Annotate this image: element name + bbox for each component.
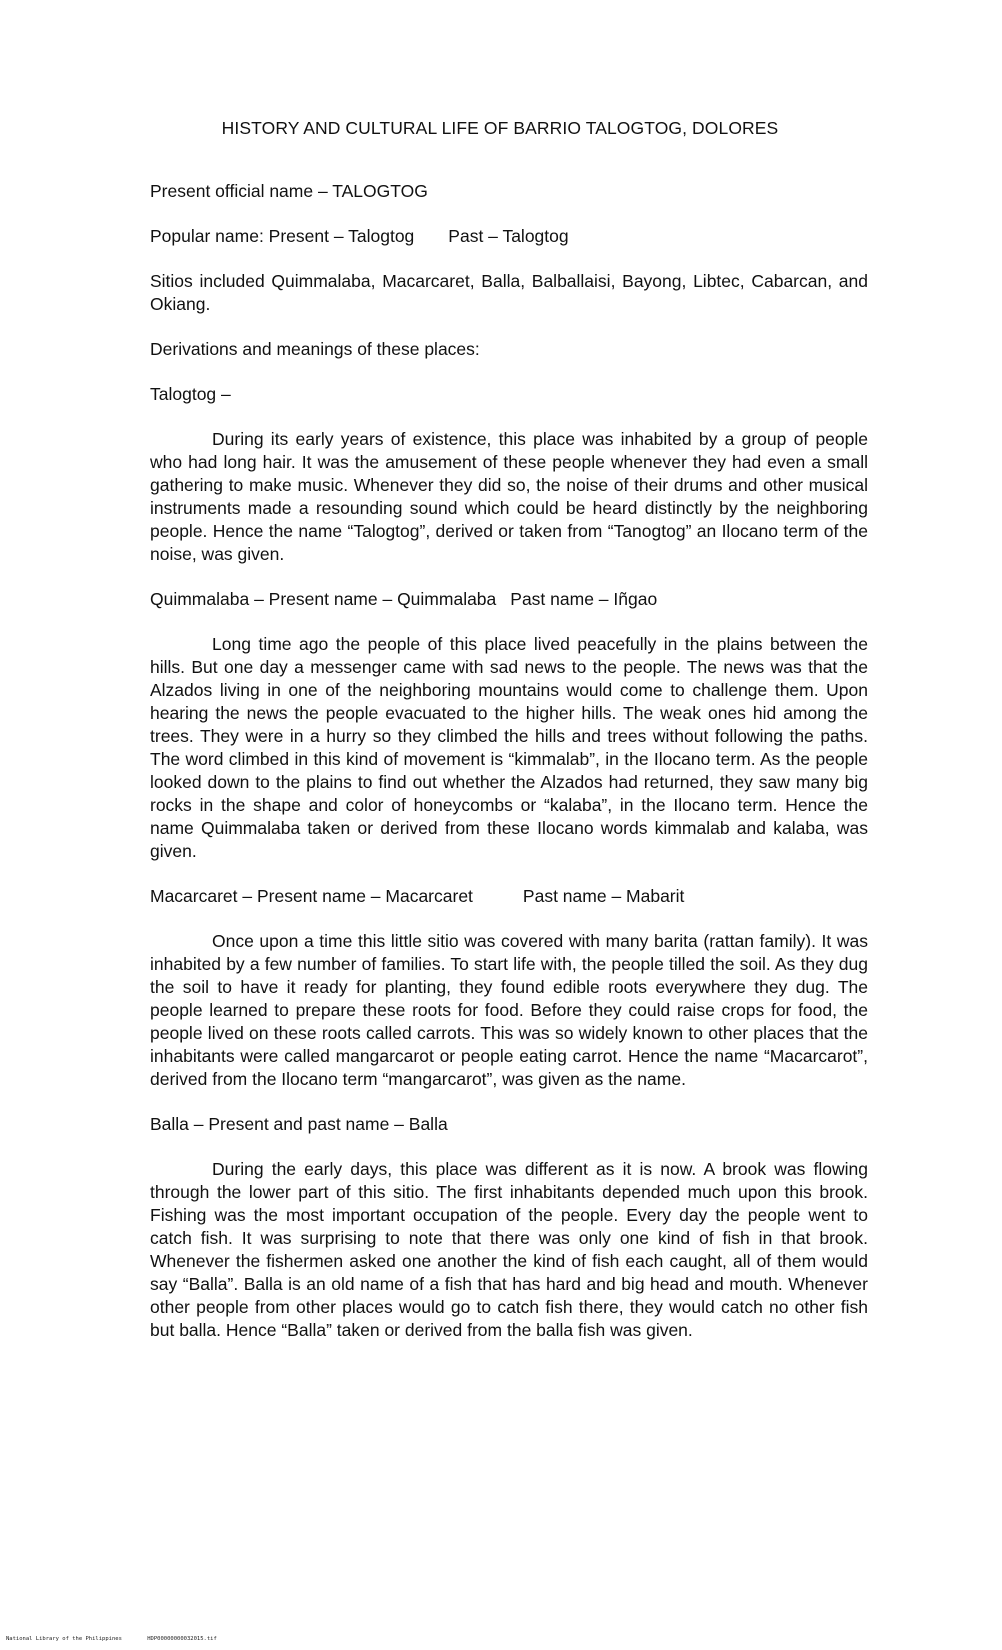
sitios-paragraph: Sitios included Quimmalaba, Macarcaret, Balla, Balballaisi, Bayong, Libtec, Cabarcan, and Okiang. — [150, 271, 868, 314]
section-heading-text: Macarcaret – Present name – Macarcaret — [150, 886, 473, 906]
section-paragraph-quimmalaba: Long time ago the people of this place lived peacefully in the plains between the hills. But one day a messenger came with sad news to the people. The news was that the Alzados living in one of the neighboring mountains would come to challenge them. Upon hearing the news the people evacuated to the higher hills. The weak ones hid among the trees. They were in a hurry so they climbed the hills and trees without following the paths. The word climbed in this kind of movement is “kimmalab”, in the Ilocano term. As the people looked down to the plains to find out whether the Alzados had returned, they saw many big rocks in the shape and color of honeycombs or “kalaba”, in the Ilocano term. Hence the name Quimmalaba taken or derived from these Ilocano words kimmalab and kalaba, was given. — [150, 634, 868, 861]
section-heading-past-name: Past name – Mabarit — [522, 886, 685, 906]
section-paragraph-talogtog: During its early years of existence, this place was inhabited by a group of people who had long hair. It was the amusement of these people whenever they had even a small gathering to make music. Whenever they did so, the noise of their drums and other musical instruments made a resounding sound which could be heard distinctly by the neighboring people. Hence the name “Talogtog”, derived or taken from “Tanogtog” an Ilocano term of the noise, was given. — [150, 429, 868, 564]
section-paragraph-balla: During the early days, this place was different as it is now. A brook was flowing through the lower part of this sitio. The first inhabitants depended much upon this brook. Fishing was the most important occupation of the people. Every day the people went to catch fish. It was surprising to note that there was only one kind of fish in that brook. Whenever the fishermen asked one another the kind of fish each caught, all of them would say “Balla”. Balla is an old name of a fish that has hard and big head and mouth. Whenever other people from other places would go to catch fish there, they would catch no other fish but balla. Hence “Balla” taken or derived from the balla fish was given. — [150, 1159, 868, 1340]
popular-name-present: Popular name: Present – Talogtog — [150, 226, 415, 246]
document-body — [150, 180, 868, 1364]
official-name-line: Present official name – TALOGTOG — [150, 181, 428, 201]
section-heading-macarcaret — [150, 885, 868, 908]
section-heading-quimmalaba — [150, 588, 868, 611]
section-heading-balla — [150, 1113, 868, 1136]
derivations-heading: Derivations and meanings of these places: — [150, 339, 480, 359]
section-heading-text: Talogtog – — [150, 384, 231, 404]
footer-library: National Library of the Philippines — [6, 1636, 122, 1642]
popular-name-line — [150, 225, 868, 248]
section-heading-past-name: Past name – Iñgao — [510, 589, 658, 609]
section-heading-text: Quimmalaba – Present name – Quimmalaba — [150, 589, 497, 609]
section-heading-text: Balla – Present and past name – Balla — [150, 1114, 448, 1134]
footer-code: HDP00000000032015.tif — [147, 1636, 217, 1642]
section-paragraph-macarcaret: Once upon a time this little sitio was covered with many barita (rattan family). It was inhabited by a few number of families. To start life with, the people tilled the soil. As they dug the soil to have it ready for planting, they found edible roots everywhere they dug. The people learned to prepare these roots for food. Before they could raise crops for food, the people lived on these roots called carrots. This was so widely known to other places that the inhabitants were called mangarcarot or people eating carrot. Hence the name “Macarcarot”, derived from the Ilocano term “mangarcarot”, was given as the name. — [150, 931, 868, 1089]
scan-footer — [6, 1636, 239, 1642]
section-heading-talogtog — [150, 383, 868, 406]
popular-name-past: Past – Talogtog — [448, 226, 569, 246]
document-title: HISTORY AND CULTURAL LIFE OF BARRIO TALOGTOG, DOLORES — [221, 118, 779, 138]
